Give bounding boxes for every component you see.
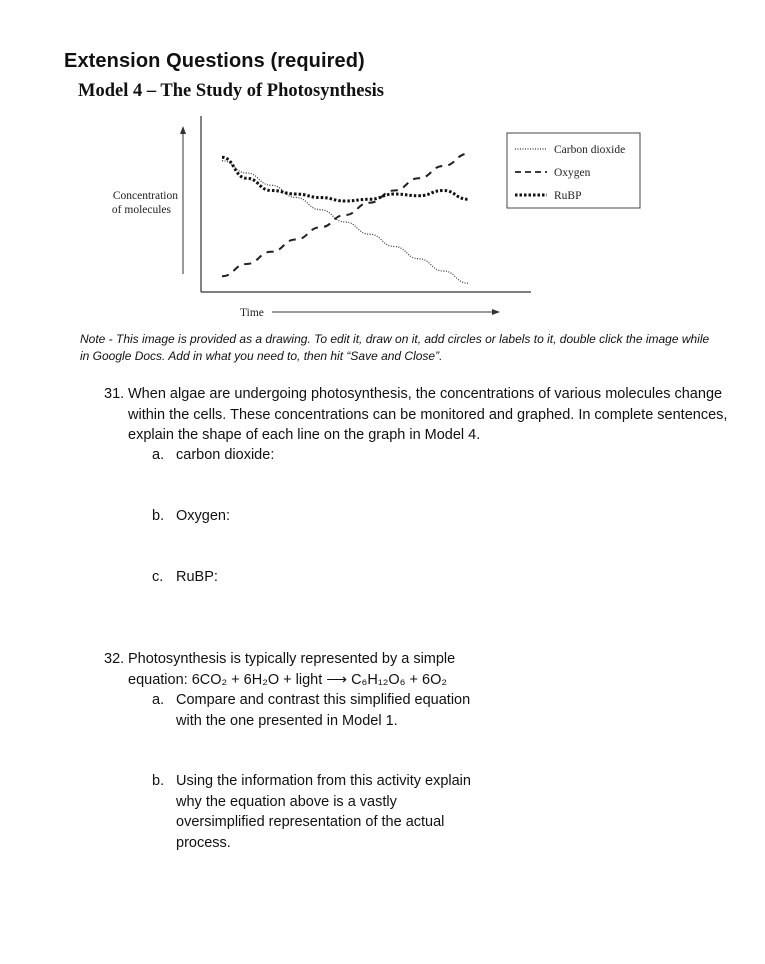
legend-label-oxygen: Oxygen xyxy=(554,167,591,179)
question-32a-label: a. xyxy=(152,692,165,708)
question-32b-line2: why the equation above is a vastly xyxy=(176,793,397,810)
question-32b-line4: process. xyxy=(176,834,231,851)
y-axis-label-line2: of molecules xyxy=(111,204,171,216)
series-line-rubp xyxy=(222,157,468,201)
question-32-equation: equation: 6CO₂ + 6H₂O + light ⟶ C₆H₁₂O₆ + 6O₂ xyxy=(128,671,448,688)
legend-label-carbon-dioxide: Carbon dioxide xyxy=(554,144,626,156)
question-31b-label: b. xyxy=(152,508,165,524)
question-32-number: 32. xyxy=(104,651,125,667)
photosynthesis-chart xyxy=(0,0,765,330)
section-title: Extension Questions (required) xyxy=(64,50,365,72)
question-31-text: When algae are undergoing photosynthesis, the concentrations of various molecules change within the cells. These concentrations can be monitored and graphed. In complete sentences, explain the shape of each line on the graph in Model 4. xyxy=(128,386,728,443)
question-32-line1: Photosynthesis is typically represented by a simple xyxy=(128,651,456,667)
model-title: Model 4 – The Study of Photosynthesis xyxy=(78,81,384,101)
question-31c-text: RuBP: xyxy=(176,569,218,585)
question-32b-line3: oversimplified representation of the actual xyxy=(176,814,445,830)
question-31c xyxy=(152,567,552,588)
question-31a-text: carbon dioxide: xyxy=(176,447,275,463)
question-31c-label: c. xyxy=(152,569,164,585)
question-31b-text: Oxygen: xyxy=(176,508,230,524)
note-text: Note - This image is provided as a drawing. To edit it, draw on it, add circles or labels to it, double click the image while in Google Docs. Add in what you need to, then hit “Save and Close”. xyxy=(80,332,710,363)
question-31-number: 31. xyxy=(104,386,125,402)
question-32a-text xyxy=(176,690,470,731)
question-32a-line1: Compare and contrast this simplified equation xyxy=(176,692,471,708)
y-axis-label-line1: Concentration xyxy=(112,190,178,202)
question-32a-line2: with the one presented in Model 1. xyxy=(176,712,398,729)
series-layer xyxy=(222,154,468,284)
question-31a xyxy=(152,445,552,466)
series-line-oxygen xyxy=(222,154,468,277)
question-31 xyxy=(104,384,728,448)
question-32b-label: b. xyxy=(152,773,165,789)
series-line-carbon-dioxide xyxy=(222,161,468,284)
question-32b-line1: Using the information from this activity explain xyxy=(176,773,471,789)
question-32a xyxy=(152,690,572,732)
question-31a-label: a. xyxy=(152,447,165,463)
y-arrow-head xyxy=(180,126,186,134)
question-32b xyxy=(152,771,572,855)
x-axis-label: Time xyxy=(240,307,264,319)
question-32-text xyxy=(128,649,728,690)
question-32b-text xyxy=(176,771,471,853)
x-arrow-head xyxy=(492,309,500,315)
question-31b xyxy=(152,506,552,527)
question-32 xyxy=(104,649,724,691)
legend-label-rubp: RuBP xyxy=(554,190,582,202)
